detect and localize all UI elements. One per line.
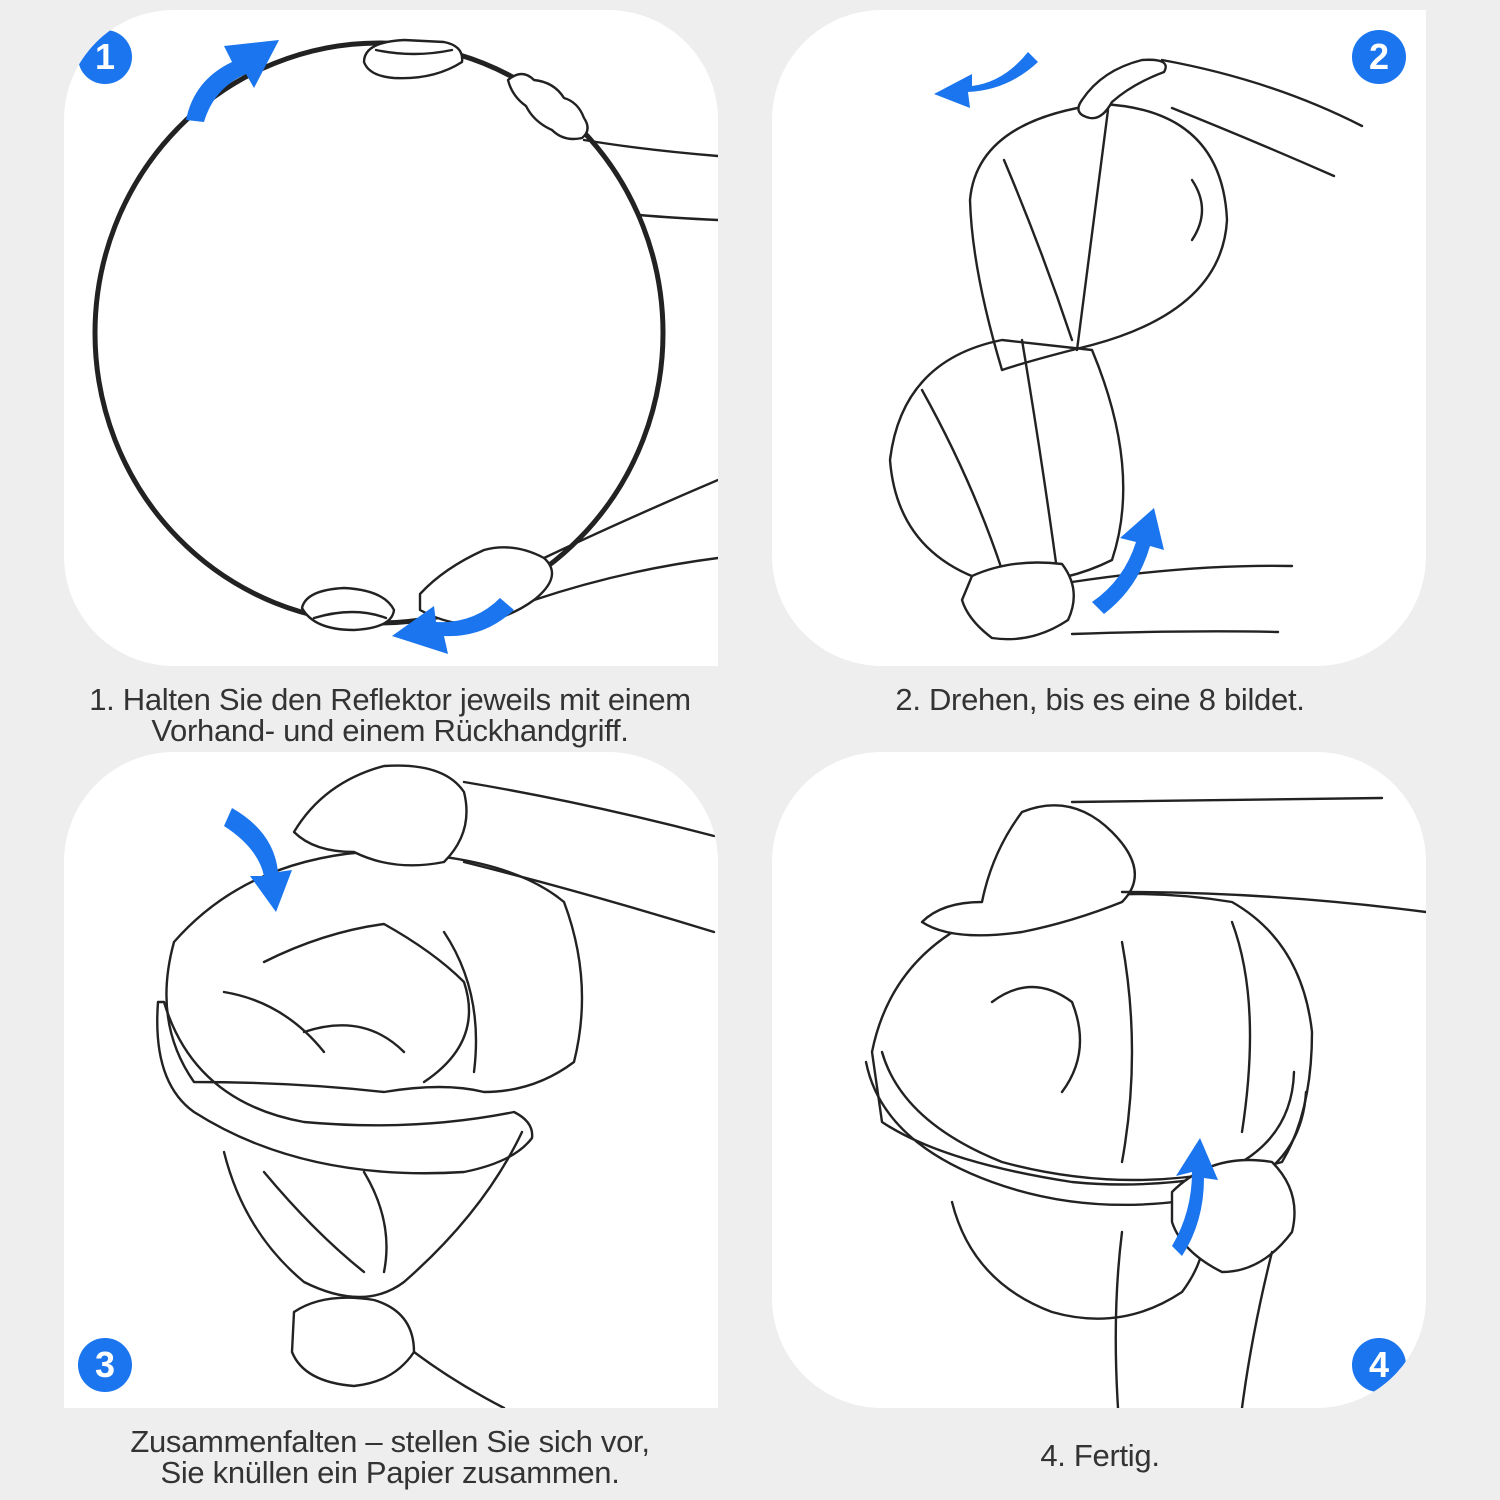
hand-top (1078, 60, 1165, 118)
step-3-illustration-panel (64, 752, 718, 1408)
step-1-caption (40, 684, 740, 746)
step-4-caption (750, 1440, 1450, 1471)
rotate-arrow-top (186, 40, 279, 122)
step-3-caption-line-2: Sie knüllen ein Papier zusammen. (160, 1455, 620, 1490)
reflector-handle-bottom (302, 588, 394, 630)
reflector-lower-fold (952, 1202, 1205, 1319)
reflector-fabric (872, 894, 1312, 1185)
rotate-arrow-bottom (1092, 508, 1164, 614)
reflector-lower-fold (224, 1132, 522, 1297)
step-1-caption-line-1: 1. Halten Sie den Reflektor jeweils mit einem (89, 682, 691, 717)
reflector-handle-top (364, 40, 462, 78)
step-4-illustration-panel (772, 752, 1426, 1408)
hand-top (294, 766, 467, 866)
hand-bottom (292, 1298, 414, 1386)
reflector-figure-eight-illustration (772, 10, 1426, 666)
reflector-lower-loop (890, 340, 1123, 583)
reflector-folded-illustration (772, 752, 1426, 1408)
step-2-caption (750, 684, 1450, 715)
step-2-badge: 2 (1352, 30, 1406, 84)
step-4-badge: 4 (1352, 1338, 1406, 1392)
hand-top (922, 805, 1135, 935)
step-3-caption-line-1: Zusammenfalten – stellen Sie sich vor, (130, 1424, 650, 1459)
step-3-caption (40, 1426, 740, 1488)
step-1-caption-line-2: Vorhand- und einem Rückhandgriff. (151, 713, 629, 748)
reflector-upper-loop (970, 104, 1227, 370)
step-1-illustration-panel (64, 10, 718, 666)
step-2-illustration-panel (772, 10, 1426, 666)
hand-top (508, 74, 588, 139)
step-2-caption-line-1: 2. Drehen, bis es eine 8 bildet. (895, 682, 1305, 717)
reflector-open-illustration (64, 10, 718, 666)
step-4-caption-line-1: 4. Fertig. (1040, 1438, 1160, 1473)
rotate-arrow-top (934, 52, 1038, 108)
step-1-badge: 1 (78, 30, 132, 84)
hand-bottom (962, 563, 1074, 640)
reflector-fabric-outer (166, 852, 582, 1092)
fold-arrow (224, 808, 292, 912)
reflector-folding-illustration (64, 752, 718, 1408)
step-3-badge: 3 (78, 1338, 132, 1392)
